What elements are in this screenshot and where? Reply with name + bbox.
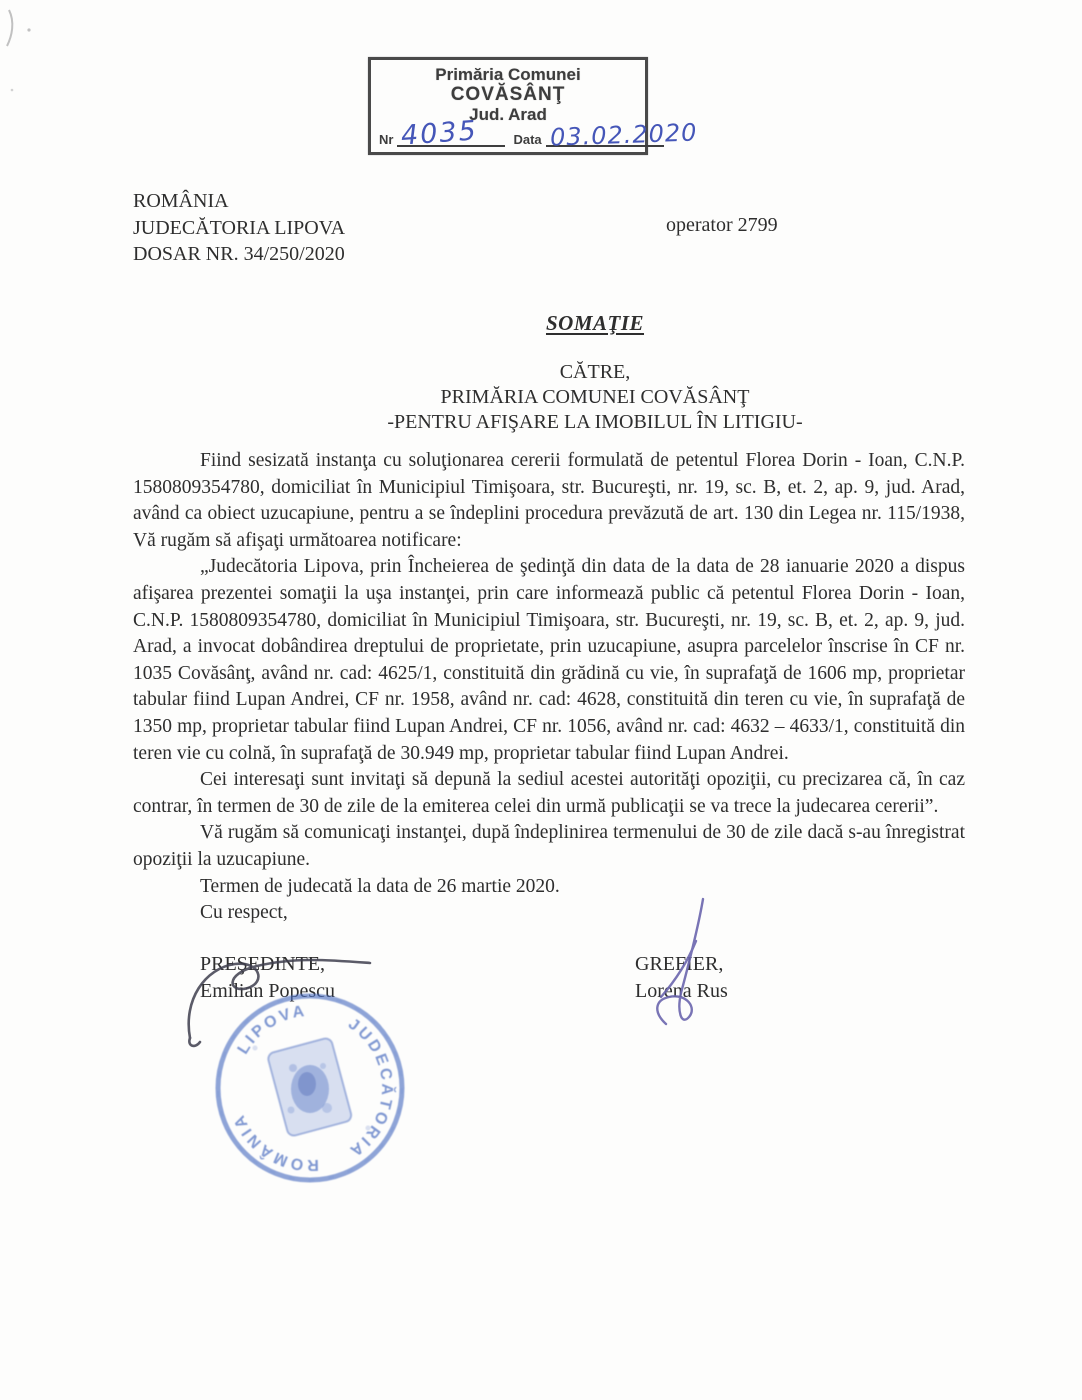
stamp-institution-line3: Jud. Arad	[469, 105, 547, 124]
seal-arc-text-right: JUDECĂTORIA	[344, 1015, 396, 1161]
stamp-number-date-row	[379, 115, 698, 152]
header-country: ROMÂNIA	[133, 190, 229, 212]
handwritten-registration-date: 03.02.2020	[549, 118, 698, 152]
seal-outer-ring	[218, 996, 402, 1180]
header-court: JUDECĂTORIA LIPOVA	[133, 216, 346, 239]
clerk-name: Lorena Rus	[635, 979, 728, 1002]
term-line: Termen de judecată la data de 26 martie 2020.	[200, 875, 560, 897]
document-title	[108, 311, 1082, 336]
round-court-seal	[203, 988, 418, 1198]
president-signature-block	[200, 951, 335, 1004]
seal-center-emblem	[267, 1037, 353, 1137]
stamp-nr-label: Nr	[379, 132, 394, 147]
body-paragraph-1: Fiind sesizată instanţa cu soluţionarea cererii formulată de petentul Florea Dorin - Ioan, C.N.P. 1580809354780, domiciliat în Municipiul Timişoara, str. Bucureşti, nr. 19, sc. B, et. 2, ap. 9, jud. Arad, având ca obiect uzucapiune, pentru a se îndeplini procedura prevăzută de art. 130 din Legea nr. 115/1938, Vă rugăm să afişaţi următoarea notificare:	[133, 450, 965, 551]
operator-number: operator 2799	[666, 214, 778, 236]
stamp-nr-line	[397, 115, 505, 152]
clerk-title: GREFIER,	[635, 953, 724, 975]
handwritten-registration-number: 4035	[400, 115, 480, 152]
addressee-line1: CĂTRE,	[559, 361, 631, 383]
body-paragraph-4: Vă rugăm să comunicaţi instanţei, după îndeplinirea termenului de 30 de zile dacă s-au înregistrat opoziţii la uzucapiune.	[133, 822, 965, 870]
addressee-line3: -PENTRU AFIŞARE LA IMOBILUL ÎN LITIGIU-	[387, 411, 803, 433]
president-title: PREŞEDINTE,	[200, 953, 325, 975]
addressee-block	[108, 360, 1082, 435]
stamp-institution-line2: COVĂSÂNŢ	[450, 84, 566, 105]
court-header	[133, 188, 345, 268]
respect-line: Cu respect,	[200, 902, 288, 924]
document-title-text: SOMAŢIE	[545, 311, 645, 335]
scan-artifact-marks	[0, 4, 70, 114]
registration-stamp-box	[368, 57, 698, 155]
stamp-date-label: Data	[513, 132, 542, 147]
addressee-line2: PRIMĂRIA COMUNEI COVĂSÂNŢ	[440, 386, 750, 408]
document-body	[133, 448, 965, 927]
president-name: Emilian Popescu	[200, 979, 335, 1002]
stamp-institution-line1: Primăria Comunei	[435, 65, 581, 84]
body-paragraph-2: „Judecătoria Lipova, prin Încheierea de şedinţă din data de la data de 28 ianuarie 2020 a dispus afişarea prezentei somaţii la uşa instanţei, prin care informează public că petentul Florea Dorin - Ioan, C.N.P. 1580809354780, domiciliat în Municipiul Timişoara, str. Bucureşti, nr. 19, sc. B, et. 2, ap. 9, jud. Arad, a invocat dobândirea dreptului de proprietate, prin uzucapiune, asupra parcelelor înscrise în CF nr. 1035 Covăsânţ, având nr. cad: 4625/1, constituită din grădină cu vie, în suprafaţă de 1606 mp, proprietar tabular fiind Lupan Andrei, CF nr. 1958, având nr. cad: 4628, constituită din teren cu vie, în suprafaţă de 1350 mp, proprietar tabular fiind Lupan Andrei, CF nr. 1056, având nr. cad: 4632 – 4633/1, constituită din teren vie cu colnă, în suprafaţă de 30.949 mp, proprietar tabular fiind Lupan Andrei.	[133, 556, 965, 764]
seal-arc-text-top: LIPOVA	[234, 1002, 309, 1058]
header-dossier-number: DOSAR NR. 34/250/2020	[133, 243, 345, 265]
seal-arc-text-left: ROMÂNIA	[229, 1110, 319, 1174]
clerk-signature-block	[635, 951, 728, 1004]
stamp-date-line	[546, 118, 698, 152]
body-paragraph-3: Cei interesaţi sunt invitaţi să depună la sediul acestei autorităţi opoziţii, cu precizarea că, în caz contrar, în termen de 30 de zile de la emiterea celei din urmă publicaţii se va trece la judecarea cererii”.	[133, 769, 965, 817]
